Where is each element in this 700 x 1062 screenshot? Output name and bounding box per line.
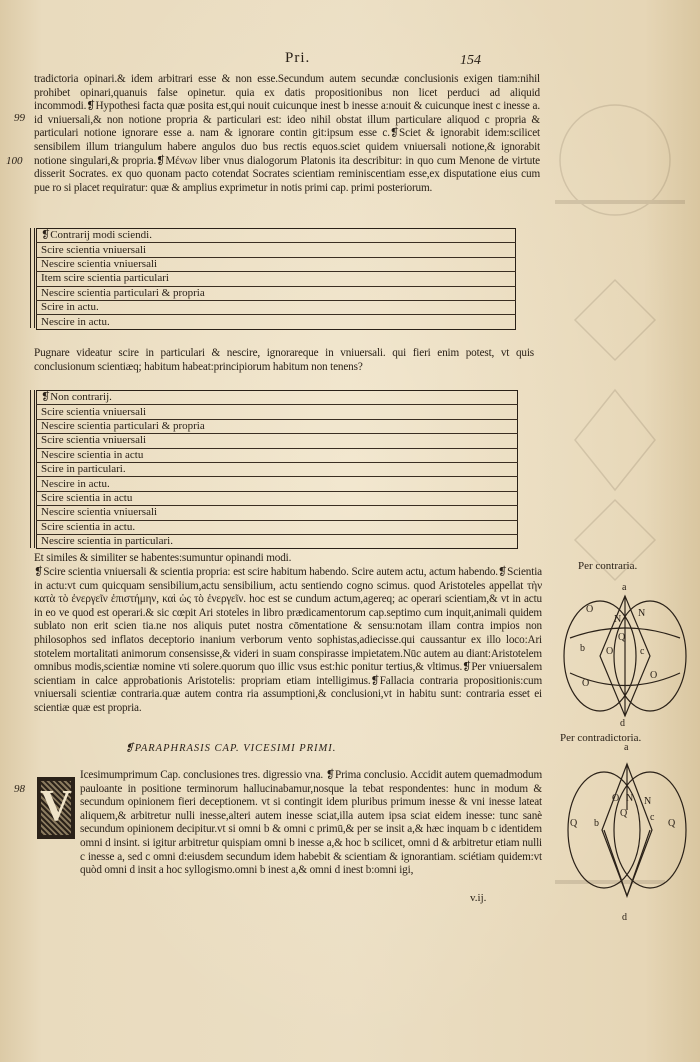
diagram-label: c <box>650 812 655 823</box>
signature-mark: v.ij. <box>470 892 487 904</box>
table-cell: Scire in particulari. <box>37 462 518 476</box>
initial-letter: V <box>40 781 72 830</box>
table-cell: ❡Contrarij modi sciendi. <box>37 229 516 243</box>
table-row <box>37 477 518 491</box>
table-row <box>37 419 518 433</box>
table-border-ornament <box>30 228 35 328</box>
diagram-caption: Per contraria. <box>578 560 638 572</box>
table-row <box>37 448 518 462</box>
diagram-label: d <box>622 912 627 923</box>
table-cell: Scire in actu. <box>37 300 516 314</box>
table-row <box>37 272 516 286</box>
diagram-label: O <box>606 646 614 657</box>
table-row <box>37 243 516 257</box>
body-paragraph: ❡Scire scientia vniuersali & scientia propria: est scire habitum habendo. Scire autem actu, actum habendo.❡Scientia in actu:vt cum quicquam sensibilium,actu sensibilium, actu sentiendo cogno scimus. quod Aristoteles appellat τὴν κατὰ τὸ ἐνεργεῖν ἐπιστήμην, καὶ ὡς τὸ ἐνεργεῖν. hoc est se cundum actum,agereq; ac operari scientiam,& vt in actu in eo ve quod est operari.& sic cœpit Ari stoteles in libro prædicamentorum cap.septimo cum inquit,animali quidem sublato non erit scien tia.ne nos aliquis putet nostra cōmentatione & sensu:notam illam contra impios non philosophos sed inflatos deceptorio inanium verborum vento sophistas,adiecisse.qui caussantur ex illo loco:Ari stotelem mortalitati animorum consensisse,& videri in suam conspirasse impietatem.Nūc autem au diant:Aristotelem omnibus modis,scientiæ nomine vti solere.quorum quo illic vsus est:hic ponitur tertius,& vltimus.❡Per vniuersalem scientiam in calce approbationis Aristotelis: propriam etiam intelligimus.❡Fallacia contraria propositionis:cum vniuersali scientiæ contraria.quæ autem contra ria assumptioni,& conclusioni,vt in habitu sunt: contraria esset ei scientiæ quæ est propria. <box>34 566 542 714</box>
table-cell: ❡Non contrarij. <box>37 391 518 405</box>
diagram-label: c <box>640 646 645 657</box>
table-cell: Nescire scientia in actu <box>37 448 518 462</box>
non-contrary-table <box>36 390 518 549</box>
contradictoria-diagram <box>562 750 692 910</box>
table-cell: Scire scientia in actu <box>37 491 518 505</box>
diagram-label: b <box>580 643 585 654</box>
diagram-label: N <box>644 796 652 807</box>
table-row <box>37 434 518 448</box>
diagram-caption: Per contradictoria. <box>560 732 642 744</box>
body-paragraph: Et similes & similiter se habentes:sumuntur opinandi modi. <box>34 552 292 564</box>
margin-number: 98 <box>14 783 25 795</box>
table-cell: Nescire in actu. <box>37 477 518 491</box>
chapter-heading: ❡PARAPHRASIS CAP. VICESIMI PRIMI. <box>125 743 337 754</box>
table-row <box>37 534 518 548</box>
table-cell: Scire scientia vniuersali <box>37 243 516 257</box>
diagram-label: a <box>622 582 627 593</box>
diagram-label: Q <box>668 818 676 829</box>
diagram-label: b <box>594 818 599 829</box>
diagram-label: O <box>612 793 620 804</box>
running-head: Pri. <box>285 50 311 66</box>
contrary-modes-table <box>36 228 516 330</box>
diagram-label: N <box>614 614 622 625</box>
table-row <box>37 286 516 300</box>
table-row <box>37 462 518 476</box>
table-cell: Nescire scientia particulari & propria <box>37 419 518 433</box>
folio-number: 154 <box>460 53 481 68</box>
table-cell: Nescire scientia in particulari. <box>41 535 173 548</box>
diagram-label: Q <box>618 632 626 643</box>
table-cell: Item scire scientia particulari <box>37 272 516 286</box>
diagram-label: O <box>650 670 658 681</box>
diagram-label: Q <box>620 808 628 819</box>
table-row <box>37 506 518 520</box>
decorated-initial <box>37 777 75 839</box>
body-paragraph: tradictoria opinari.& idem arbitrari esse & non esse.Secundum autem secundæ conclusionis exigen tiam:nihil prohibet opinari,quanuis false opinetur. quia ex datis propositionibus non licet perduci ad aliquid incommodi.❡Hypothesi facta quæ posita est,qui nouit cuicunque inest b inesse a:nouit & cuicunque inest c inesse a. id vniuersali,& non notione propria & particulari est: ideo nihil obstat illum particulare aliquod c propria & particulari notione ignorare esse a. nam & ignorare contin git:ipsum esse c.❡Sciet & ignorabit idem:scilicet sensibilem illum triangulum habere angulos duo bus rectis equos.sciet quidem vniuersali notione,& ignorabit notione singulari,& propria.❡Μένων liber vnus dialogorum Platonis ita describitur: in quo cum Menone de virtute disserit Socrates. ex quo quonam pacto cotendat Socrates scientiam reminiscentiam esse,ex disputatione eius cum pue ro si placet requiratur: quæ & amplius exprimetur in notis primi cap. primi posteriorum. <box>34 73 540 194</box>
body-paragraph: Icesimumprimum Cap. conclusiones tres. digressio vna. ❡Prima conclusio. Accidit autem quemadmodum pauloante in positione terminorum hallucinabamur,nosque la tebat respondentes: hunc in modum & secundum opinionem fieri deceptionem. vt si contingit idem pluribus primum inesse & vni inesse lateat aliquem,& arbitretur nulli inesse,alteri autem inesse sciat,illa autem ipsa sciat eidem inesse: tunc sanè secundum opinionem decipitur.vt si omni b & omni c primū,& per se insit a,& hæc inquam b c identidem omni d insint. si igitur arbitretur quispiam omni b inesse a,& hoc b scilicet, omni d & arbitretur etiam nulli c inesse a, sed c omni d:eiusdem secundum idem habebit & scientiam & ignorantiam. sciétiam quidem:vt quòd omni d insit a hoc syllogismo.omni b inest a,& omni d inest b:omni igi, <box>80 769 542 877</box>
margin-number: 100 <box>6 155 23 167</box>
margin-number: 99 <box>14 112 25 124</box>
diagram-label: O <box>582 678 590 689</box>
table-cell: Scire scientia vniuersali <box>37 434 518 448</box>
diagram-label: a <box>624 742 629 753</box>
diagram-label: N <box>638 608 646 619</box>
diagram-label: Q <box>570 818 578 829</box>
table-cell: Nescire scientia vniuersali <box>37 257 516 271</box>
table-cell: Scire scientia vniuersali <box>37 405 518 419</box>
table-row <box>37 520 518 534</box>
table-row <box>37 391 518 405</box>
table-row <box>37 229 516 243</box>
diagram-label: d <box>620 718 625 729</box>
body-paragraph: Pugnare videatur scire in particulari & nescire, ignorareque in vniuersali. qui fieri enim potest, vt quis conclusionum scientiæq; habitum habeat:principiorum habitum non tenens? <box>34 347 534 373</box>
table-row <box>37 315 516 329</box>
table-cell: Nescire in actu. <box>41 315 110 328</box>
diagram-label: N <box>626 793 634 804</box>
diagram-label: O <box>586 604 594 615</box>
table-cell: Nescire scientia particulari & propria <box>37 286 516 300</box>
table-border-ornament <box>30 390 35 548</box>
table-row <box>37 257 516 271</box>
table-row <box>37 491 518 505</box>
table-row <box>37 405 518 419</box>
table-cell: Nescire scientia vniuersali <box>37 506 518 520</box>
table-row <box>37 300 516 314</box>
table-cell: Scire scientia in actu. <box>37 520 518 534</box>
